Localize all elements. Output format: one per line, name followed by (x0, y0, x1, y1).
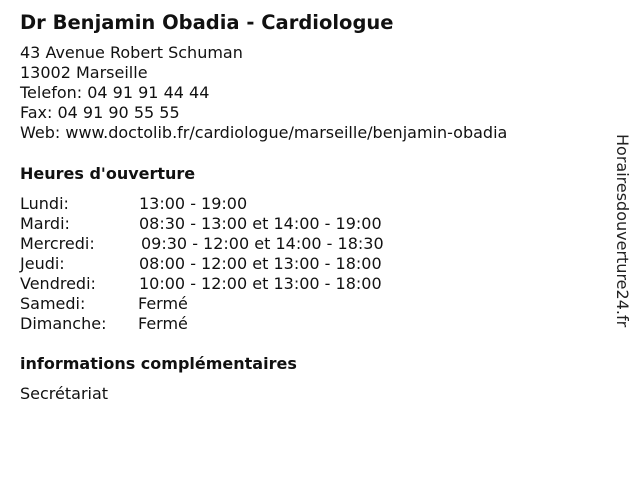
day-label: Mardi: (20, 214, 70, 233)
day-hours: 08:30 - 13:00 et 14:00 - 19:00 (139, 214, 382, 233)
day-hours: 08:00 - 12:00 et 13:00 - 18:00 (139, 254, 382, 273)
additional-info-heading: informations complémentaires (20, 354, 297, 373)
day-hours: Fermé (138, 314, 188, 333)
address-street: 43 Avenue Robert Schuman (20, 43, 243, 62)
day-hours: 13:00 - 19:00 (139, 194, 248, 213)
additional-info-text: Secrétariat (20, 384, 109, 403)
day-hours: 09:30 - 12:00 et 14:00 - 18:30 (141, 234, 384, 253)
phone-number: Telefon: 04 91 91 44 44 (20, 83, 210, 102)
fax-number: Fax: 04 91 90 55 55 (20, 103, 180, 122)
site-watermark: Horairesdouverture24.fr (613, 134, 632, 328)
day-hours: Fermé (138, 294, 188, 313)
day-label: Vendredi: (20, 274, 96, 293)
day-label: Samedi: (20, 294, 86, 313)
page-title: Dr Benjamin Obadia - Cardiologue (20, 11, 394, 34)
day-label: Dimanche: (20, 314, 107, 333)
day-label: Jeudi: (20, 254, 65, 273)
address-city: 13002 Marseille (20, 63, 148, 82)
website-link[interactable]: Web: www.doctolib.fr/cardiologue/marseille/benjamin-obadia (20, 123, 508, 142)
day-hours: 10:00 - 12:00 et 13:00 - 18:00 (139, 274, 382, 293)
opening-hours-heading: Heures d'ouverture (20, 164, 196, 183)
contact-block (20, 43, 507, 143)
day-label: Lundi: (20, 194, 69, 213)
day-label: Mercredi: (20, 234, 95, 253)
